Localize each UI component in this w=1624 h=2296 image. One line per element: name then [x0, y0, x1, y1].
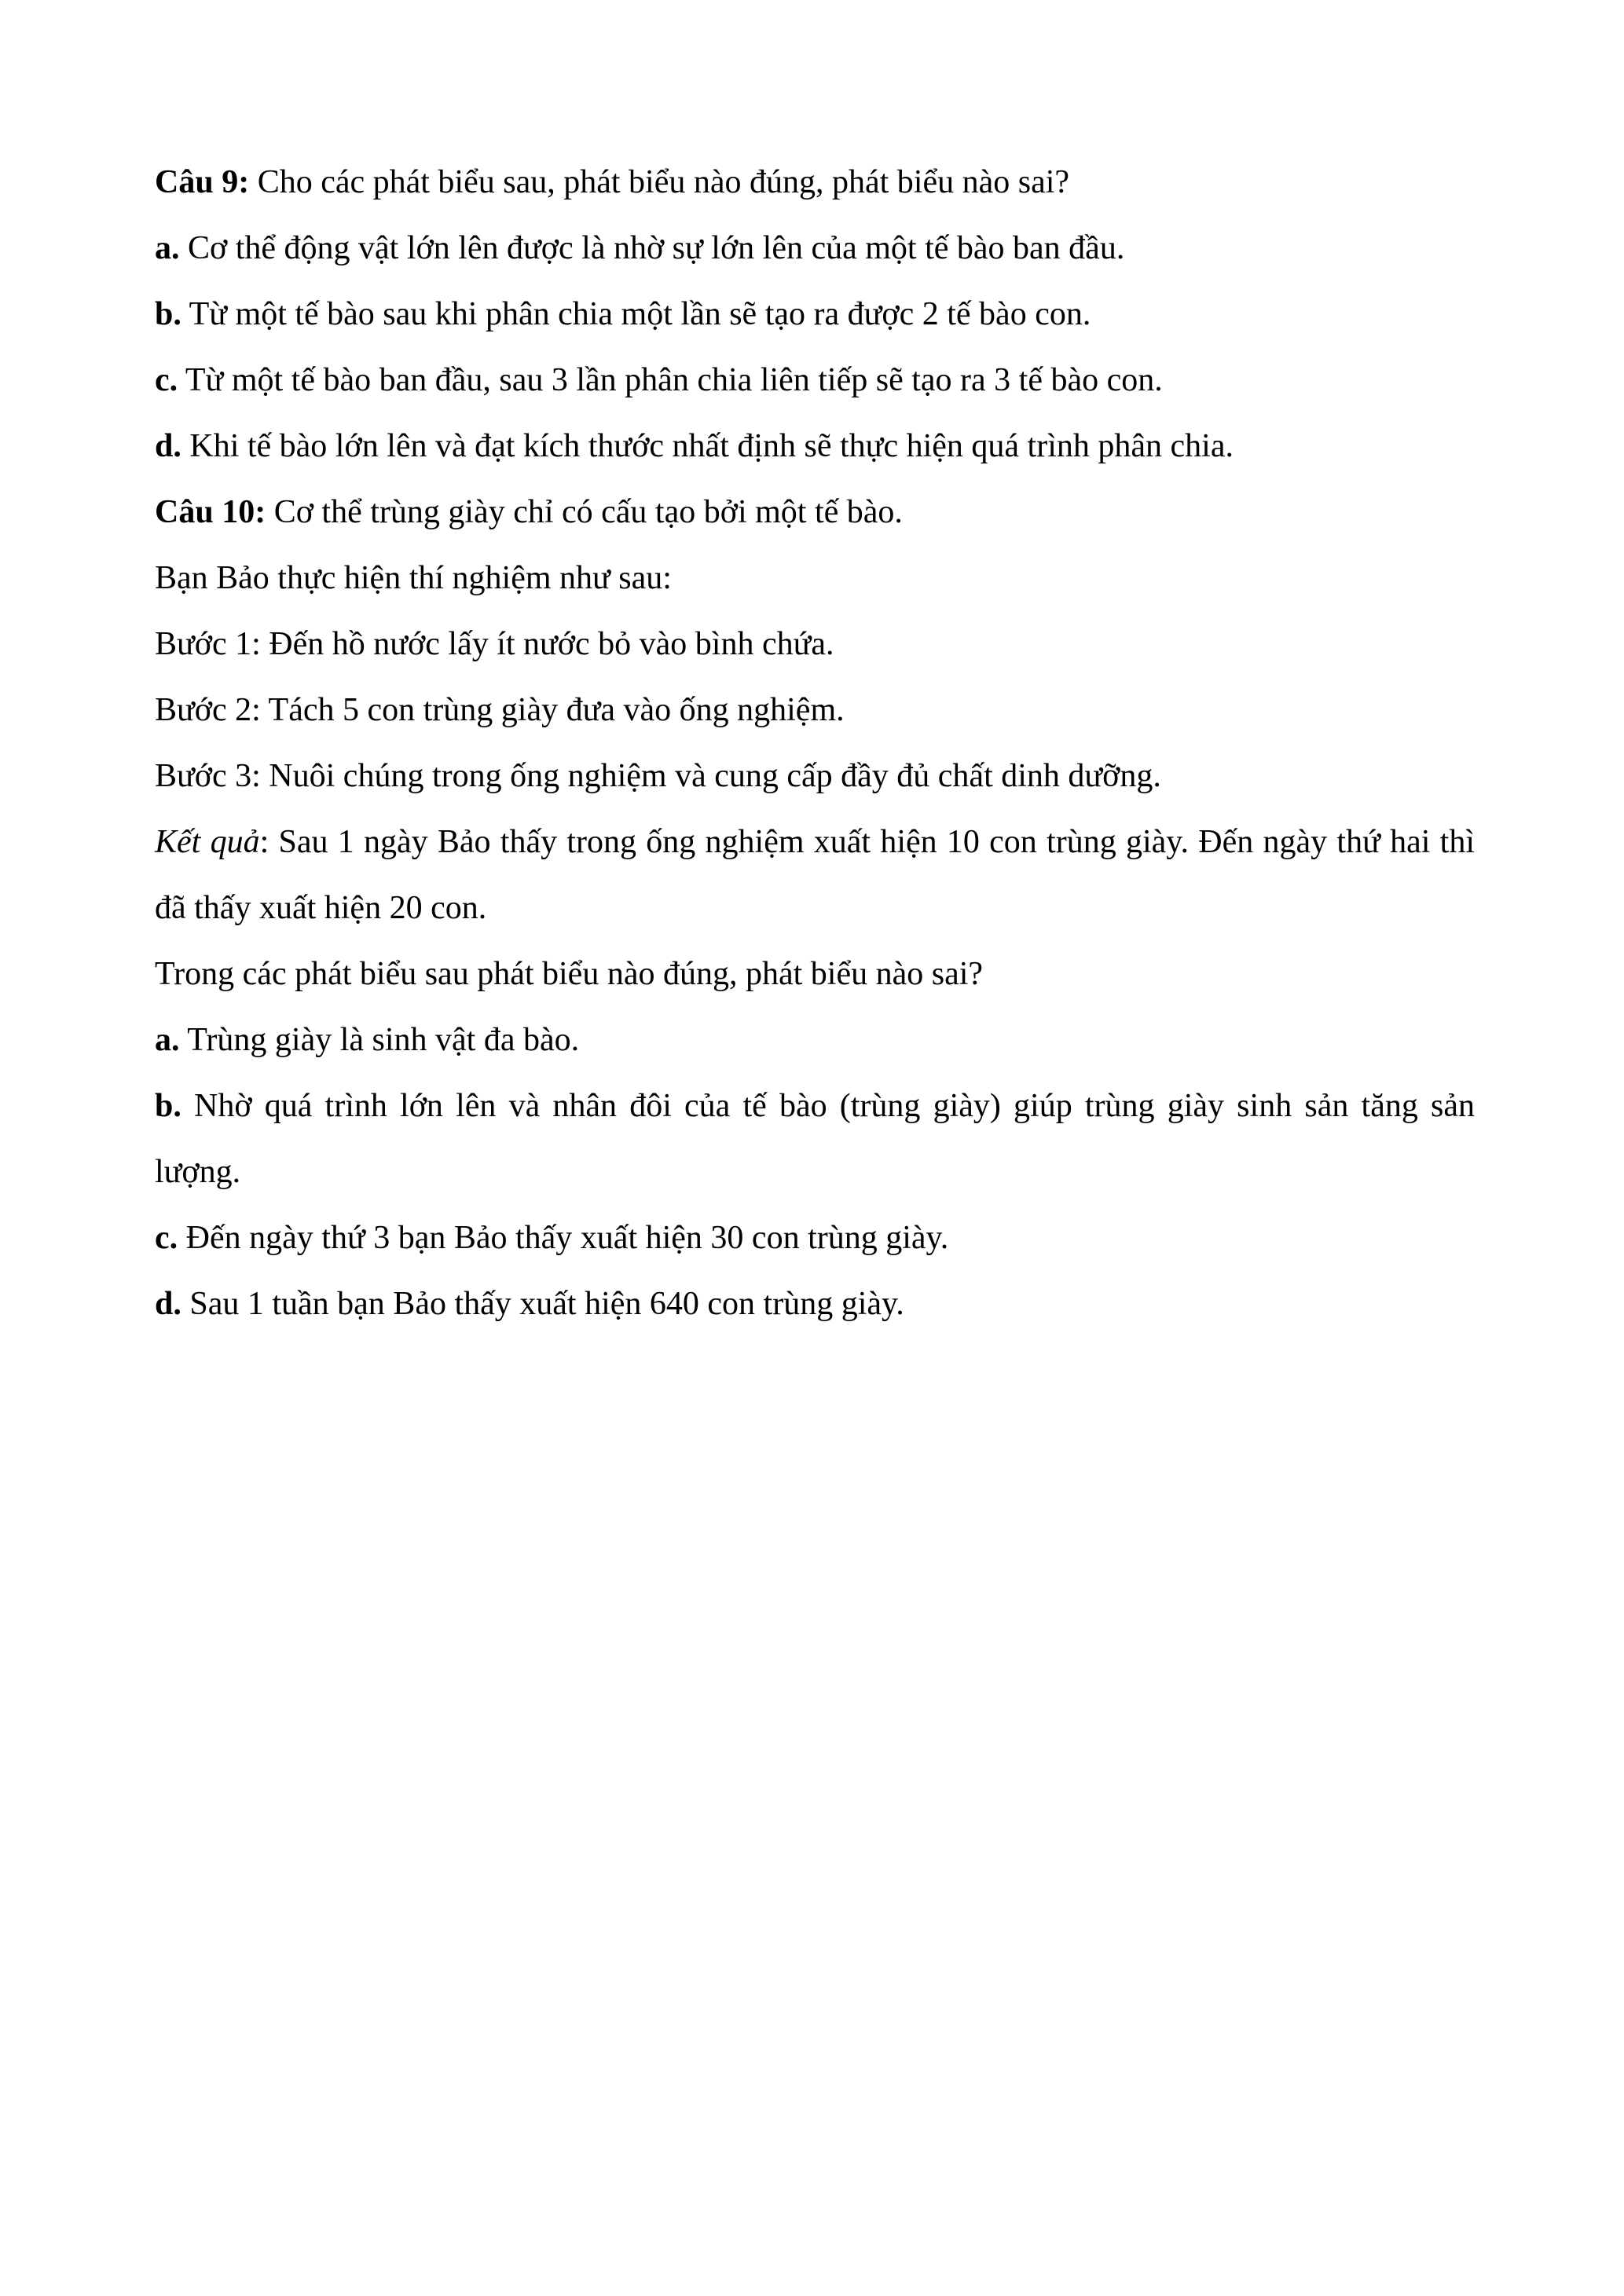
q10-option-a-label: a. — [155, 1022, 180, 1058]
question-10-text: Cơ thể trùng giày chỉ có cấu tạo bởi một tế bào. — [266, 494, 903, 530]
q10-option-d — [155, 1271, 1475, 1337]
question-10 — [155, 479, 1475, 545]
q10-option-a — [155, 1007, 1475, 1073]
q10-intro: Bạn Bảo thực hiện thí nghiệm như sau: — [155, 560, 672, 596]
q9-option-d-label: d. — [155, 428, 181, 464]
q9-option-d-text: Khi tế bào lớn lên và đạt kích thước nhất định sẽ thực hiện quá trình phân chia. — [181, 428, 1234, 464]
q10-result — [155, 809, 1475, 941]
question-9-text: Cho các phát biểu sau, phát biểu nào đúng, phát biểu nào sai? — [249, 164, 1070, 200]
q9-option-c — [155, 347, 1475, 413]
question-10-label: Câu 10: — [155, 494, 266, 530]
q9-option-b — [155, 281, 1475, 347]
q10-option-a-text: Trùng giày là sinh vật đa bào. — [179, 1022, 580, 1058]
q10-option-d-label: d. — [155, 1286, 181, 1322]
q10-option-c — [155, 1205, 1475, 1271]
q10-step-3: Bước 3: Nuôi chúng trong ống nghiệm và cung cấp đầy đủ chất dinh dưỡng. — [155, 758, 1161, 794]
q9-option-a — [155, 215, 1475, 281]
q10-option-b-label: b. — [155, 1088, 181, 1124]
q9-option-d — [155, 413, 1475, 479]
q9-option-c-text: Từ một tế bào ban đầu, sau 3 lần phân chia liên tiếp sẽ tạo ra 3 tế bào con. — [178, 362, 1163, 398]
q9-option-c-label: c. — [155, 362, 178, 398]
q10-option-b — [155, 1073, 1475, 1205]
q10-option-b-text: Nhờ quá trình lớn lên và nhân đôi của tế bào (trùng giày) giúp trùng giày sinh sản tăng sản lượng. — [155, 1088, 1475, 1190]
q9-option-a-text: Cơ thể động vật lớn lên được là nhờ sự lớn lên của một tế bào ban đầu. — [179, 230, 1125, 266]
q10-result-text: : Sau 1 ngày Bảo thấy trong ống nghiệm xuất hiện 10 con trùng giày. Đến ngày thứ hai thì đã thấy xuất hiện 20 con. — [155, 824, 1475, 926]
q10-step-1: Bước 1: Đến hồ nước lấy ít nước bỏ vào bình chứa. — [155, 626, 834, 662]
q10-option-c-text: Đến ngày thứ 3 bạn Bảo thấy xuất hiện 30 con trùng giày. — [178, 1220, 949, 1256]
q10-prompt: Trong các phát biểu sau phát biểu nào đúng, phát biểu nào sai? — [155, 956, 984, 992]
q10-step-2: Bước 2: Tách 5 con trùng giày đưa vào ống nghiệm. — [155, 692, 845, 728]
question-9-label: Câu 9: — [155, 164, 250, 200]
q9-option-a-label: a. — [155, 230, 180, 266]
question-9 — [155, 149, 1475, 215]
q10-option-d-text: Sau 1 tuần bạn Bảo thấy xuất hiện 640 con trùng giày. — [181, 1286, 904, 1322]
document-body — [155, 149, 1475, 1337]
q10-option-c-label: c. — [155, 1220, 178, 1256]
q9-option-b-text: Từ một tế bào sau khi phân chia một lần sẽ tạo ra được 2 tế bào con. — [181, 296, 1091, 332]
q9-option-b-label: b. — [155, 296, 181, 332]
q10-result-label: Kết quả — [155, 824, 260, 860]
